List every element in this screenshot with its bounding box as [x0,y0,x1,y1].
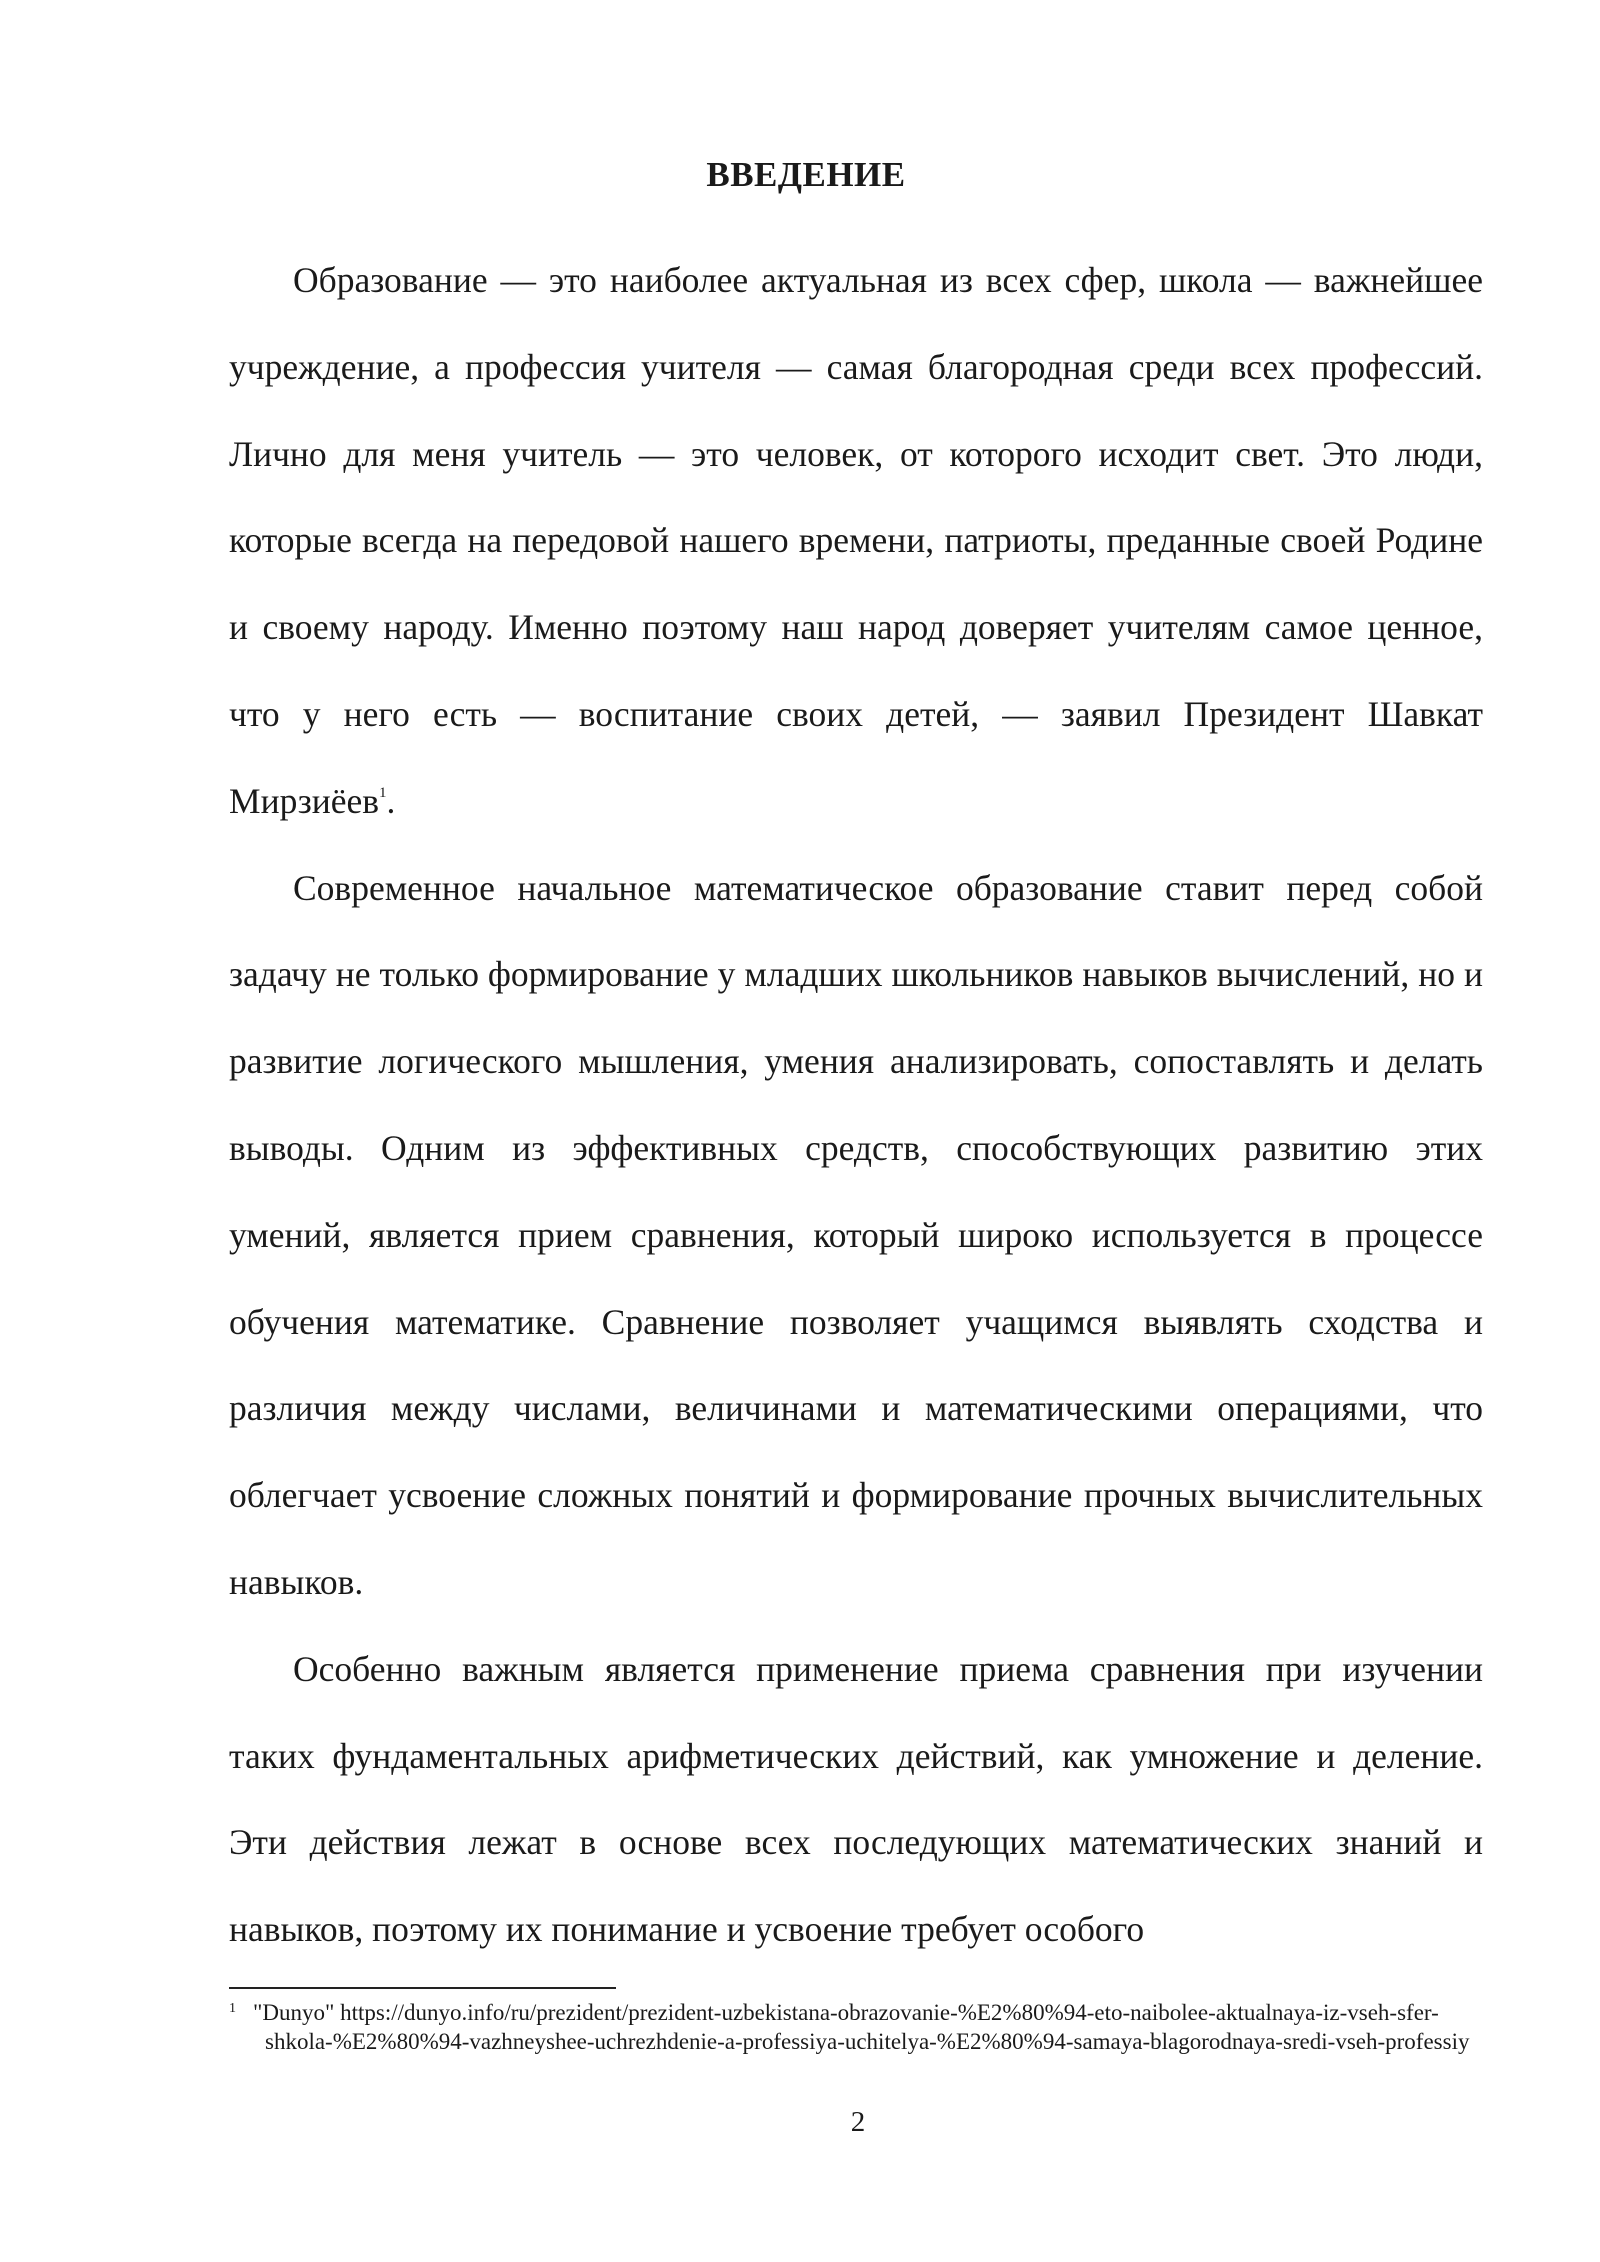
section-title-text: ВВЕДЕНИЕ [706,155,906,194]
page-number-text: 2 [850,2106,866,2138]
footnote-text[interactable]: "Dunyo" https://dunyo.info/ru/prezident/prezident-uzbekistana-obrazovanie-%E2%80%94-eto-naibolee-aktualnaya-iz-vseh-sfer-shkola-%E2%80%94-vazhneyshee-uchrezhdenie-a-professiya-uchitelya-%E2%80%94-samaya-blagorodnaya-sredi-vseh-professiy [253,2000,1470,2054]
paragraph-1-end: . [386,780,396,821]
body-text [229,237,1483,1973]
footnote-separator [229,1987,616,1989]
page-number [0,2106,1600,2138]
footnote-number: 1 [229,2001,236,2016]
footnote-reference[interactable]: 1 [379,784,387,801]
paragraph-1-text: Образование — это наиболее актуальная из всех сфер, школа — важнейшее учреждение, а профессия учителя — самая благородная среди всех профессий. Лично для меня учитель — это человек, от которого исходит свет. Это люди, которые всегда на передовой нашего времени, патриоты, преданные своей Родине и своему народу. Именно поэтому наш народ доверяет учителям самое ценное, что у него есть — воспитание своих детей, — заявил Президент Шавкат Мирзиёев [229,260,1483,821]
section-title [0,155,1600,195]
paragraph-2: Современное начальное математическое образование ставит перед собой задачу не только формирование у младших школьников навыков вычислений, но и развитие логического мышления, умения анализировать, сопоставлять и делать выводы. Одним из эффективных средств, способствующих развитию этих умений, является прием сравнения, который широко используется в процессе обучения математике. Сравнение позволяет учащимся выявлять сходства и различия между числами, величинами и математическими операциями, что облегчает усвоение сложных понятий и формирование прочных вычислительных навыков. [229,867,1483,1602]
paragraph-3: Особенно важным является применение приема сравнения при изучении таких фундаментальных арифметических действий, как умножение и деление. Эти действия лежат в основе всех последующих математических знаний и навыков, поэтому их понимание и усвоение требует особого [229,1648,1483,1950]
paragraph-1 [229,237,1483,845]
footnote [229,1998,1483,2056]
